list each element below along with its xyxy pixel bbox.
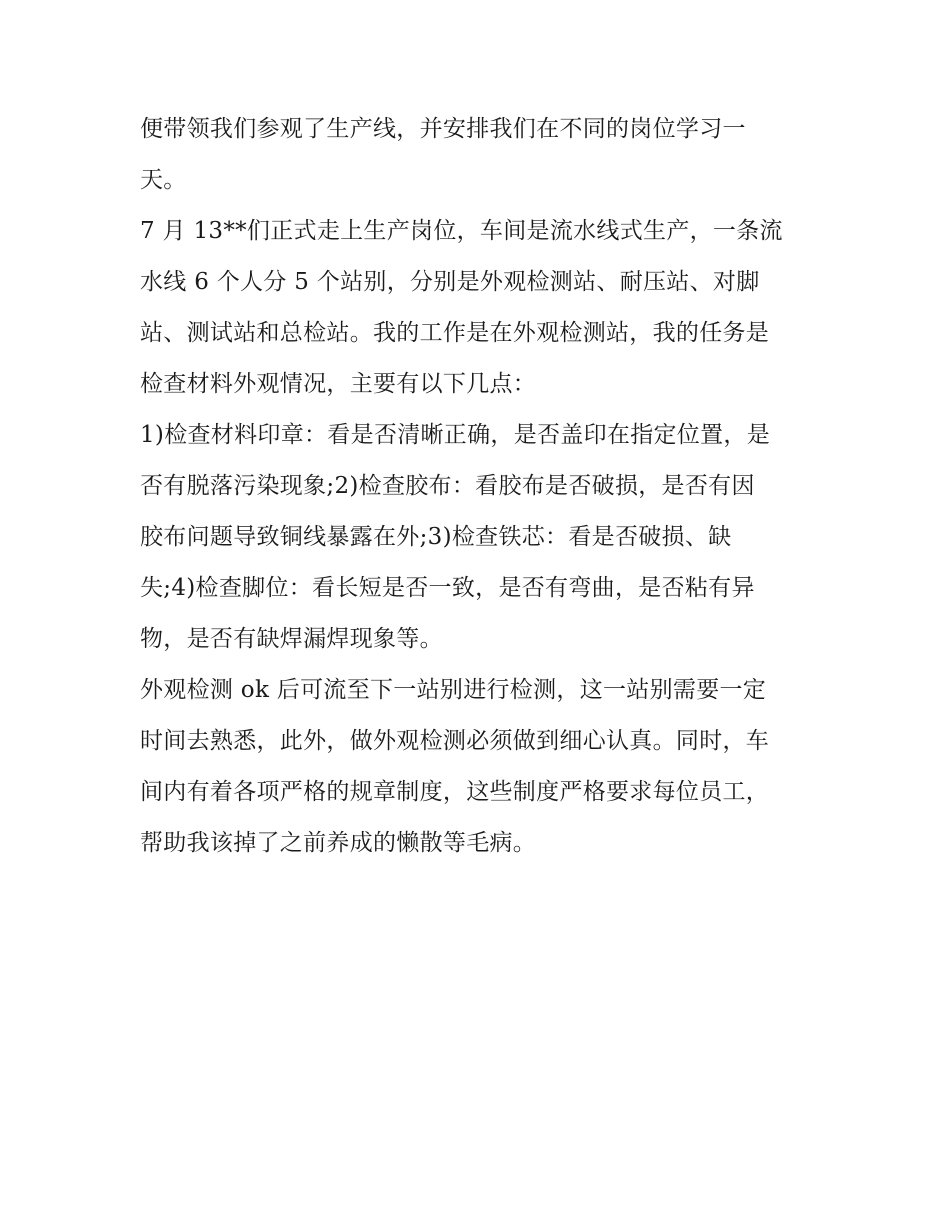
text-line: 1)检查材料印章：看是否清晰正确，是否盖印在指定位置，是 [140, 422, 771, 448]
text-line: 天。 [140, 167, 187, 193]
body-text [140, 104, 820, 869]
text-line: 站、测试站和总检站。我的工作是在外观检测站，我的任务是 [140, 320, 770, 346]
text-line: 间内有着各项严格的规章制度，这些制度严格要求每位员工， [140, 779, 770, 805]
text-line: 外观检测 ok 后可流至下一站别进行检测，这一站别需要一定 [140, 677, 767, 703]
text-line: 帮助我该掉了之前养成的懒散等毛病。 [140, 830, 537, 856]
text-line: 检查材料外观情况，主要有以下几点： [140, 371, 537, 397]
text-line: 时间去熟悉，此外，做外观检测必须做到细心认真。同时，车 [140, 728, 770, 754]
text-line: 失;4)检查脚位：看长短是否一致，是否有弯曲，是否粘有异 [140, 575, 755, 601]
text-line: 7 月 13**们正式走上生产岗位，车间是流水线式生产，一条流 [140, 218, 783, 244]
text-line: 水线 6 个人分 5 个站别，分别是外观检测站、耐压站、对脚 [140, 269, 760, 295]
text-line: 胶布问题导致铜线暴露在外;3)检查铁芯：看是否破损、缺 [140, 524, 732, 550]
text-line: 物，是否有缺焊漏焊现象等。 [140, 626, 443, 652]
text-line: 便带领我们参观了生产线，并安排我们在不同的岗位学习一 [140, 116, 746, 142]
text-line: 否有脱落污染现象;2)检查胶布：看胶布是否破损，是否有因 [140, 473, 755, 499]
